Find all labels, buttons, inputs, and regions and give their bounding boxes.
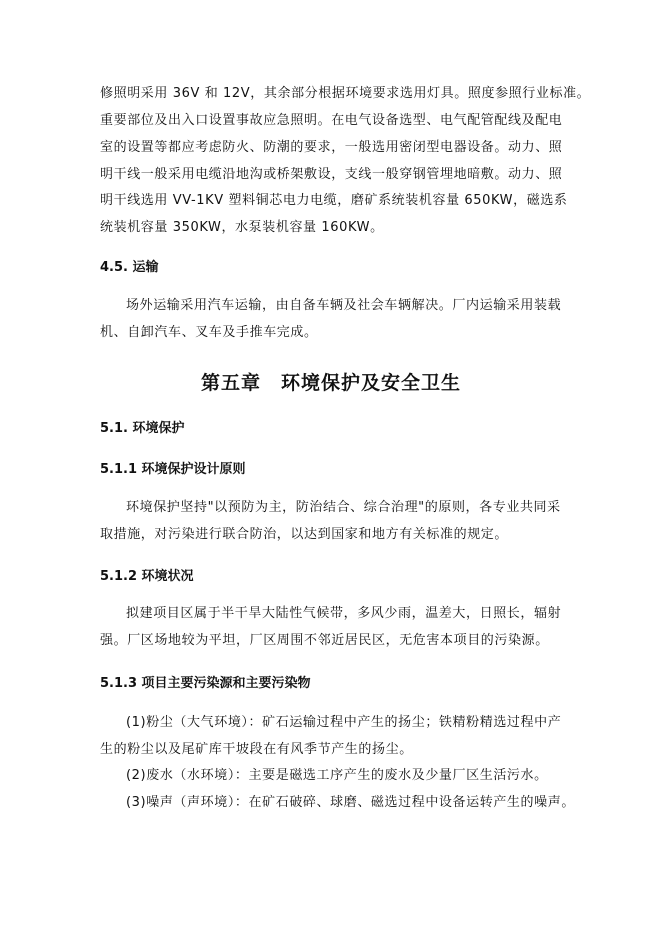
text-line: 室的设置等都应考虑防火、防潮的要求，一般选用密闭型电器设备。动力、照 [100,140,563,155]
text-line: 拟建项目区属于半干旱大陆性气候带，多风少雨，温差大，日照长，辐射 [126,606,562,621]
text-line: 机、自卸汽车、叉车及手推车完成。 [100,325,318,340]
section-heading-4-5: 4.5. 运输 [100,260,159,275]
text-line: (3)噪声（声环境）：在矿石破碎、球磨、磁选过程中设备运转产生的噪声。 [126,795,575,810]
text-line: 取措施，对污染进行联合防治，以达到国家和地方有关标准的规定。 [100,527,509,542]
text-line: 明干线选用 VV-1KV 塑料铜芯电力电缆，磨矿系统装机容量 650KW，磁选系 [100,193,568,208]
text-line: 强。厂区场地较为平坦，厂区周围不邻近居民区，无危害本项目的污染源。 [100,633,549,648]
section-heading-5-1-1: 5.1.1 环境保护设计原则 [100,462,246,477]
text-line: (1)粉尘（大气环境）：矿石运输过程中产生的扬尘；铁精粉精选过程中产 [126,715,562,730]
text-line: 生的粉尘以及尾矿库干坡段在有风季节产生的扬尘。 [100,742,413,757]
text-line: 场外运输采用汽车运输，由自备车辆及社会车辆解决。厂内运输采用装载 [126,298,562,313]
section-heading-5-1-2: 5.1.2 环境状况 [100,569,194,584]
text-line: 修照明采用 36V 和 12V，其余部分根据环境要求选用灯具。照度参照行业标准。 [100,86,591,101]
section-heading-5-1-3: 5.1.3 项目主要污染源和主要污染物 [100,676,311,691]
text-line: 统装机容量 350KW，水泵装机容量 160KW。 [100,220,384,235]
section-heading-5-1: 5.1. 环境保护 [100,421,185,436]
text-line: (2)废水（水环境）：主要是磁选工序产生的废水及少量厂区生活污水。 [126,768,548,783]
chapter-title: 第五章 环境保护及安全卫生 [200,372,461,394]
text-line: 环境保护坚持"以预防为主，防治结合、综合治理"的原则，各专业共同采 [126,500,561,515]
text-line: 重要部位及出入口设置事故应急照明。在电气设备选型、电气配管配线及配电 [100,113,563,128]
text-line: 明干线一般采用电缆沿地沟或桥架敷设，支线一般穿钢管埋地暗敷。动力、照 [100,167,563,182]
